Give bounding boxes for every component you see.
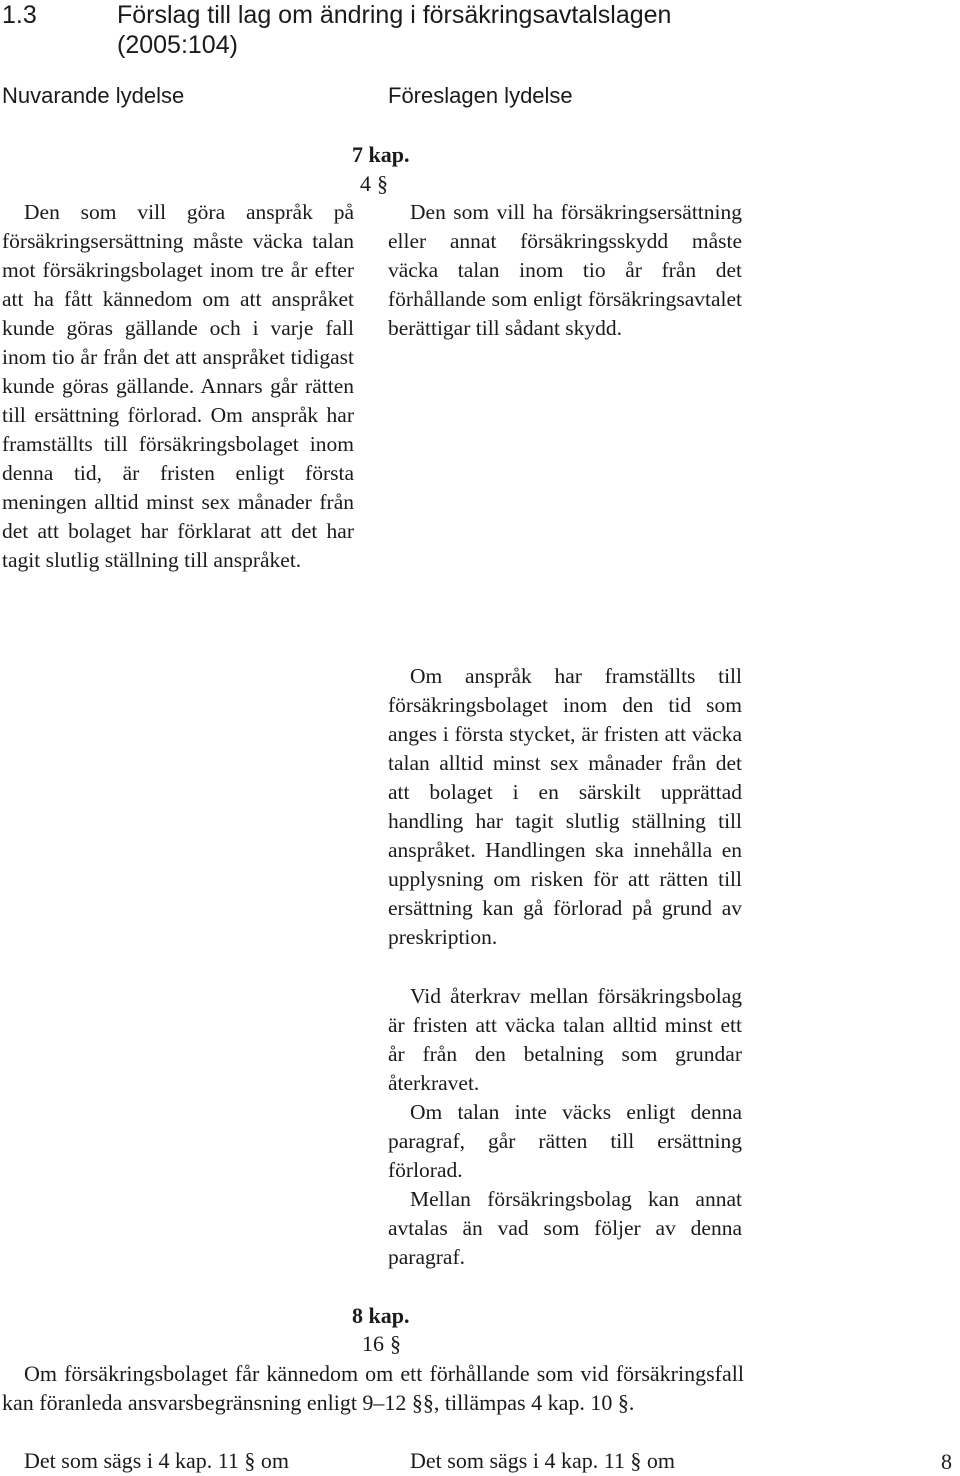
chapter-8-paragraph: Om försäkringsbolaget får kännedom om ett förhållande som vid försäkringsfall kan föranleda ansvarsbegränsning enligt 9–12 §§, tillämpas 4 kap. 10 §.: [2, 1361, 744, 1415]
proposed-paragraph-4: Om talan inte väcks enligt denna paragraf, går rätten till ersättning förlorad.: [388, 1100, 742, 1182]
section-title: Förslag till lag om ändring i försäkringsavtalslagen (2005:104): [117, 1, 672, 59]
chapter-8-label: 8 kap.: [352, 1303, 410, 1328]
section-4-number: 4: [360, 171, 371, 196]
proposed-paragraph-5: Mellan försäkringsbolag kan annat avtalas än vad som följer av denna paragraf.: [388, 1187, 742, 1269]
column-header-proposed: Föreslagen lydelse: [388, 83, 573, 108]
page-number: 8: [941, 1449, 952, 1474]
chapter-7-label: 7 kap.: [352, 142, 410, 167]
section-4-label: [360, 170, 388, 198]
proposed-paragraph-2: Om anspråk har framställts till försäkringsbolaget inom den tid som anges i första stycket, är fristen att väcka talan alltid minst sex månader från det att bolaget i en särskilt upprättad handling har tagit slutlig ställning till anspråket. Handlingen ska innehålla en upplysning om risken för att rätten till ersättning kan gå förlorad på grund av preskription.: [388, 664, 742, 949]
section-symbol: §: [377, 171, 388, 196]
section-16-number: 16: [362, 1331, 384, 1356]
section-number: 1.3: [2, 1, 37, 29]
proposed-paragraph-3: Vid återkrav mellan försäkringsbolag är fristen att väcka talan alltid minst ett år från den betalning som grundar återkravet.: [388, 984, 742, 1095]
proposed-paragraph-1: Den som vill ha försäkringsersättning eller annat försäkringsskydd måste väcka talan inom tio år från det förhållande som enligt försäkringsavtalet berättigar till sådant skydd.: [388, 200, 742, 340]
continuation-right: Det som sägs i 4 kap. 11 § om: [410, 1448, 675, 1473]
continuation-left: Det som sägs i 4 kap. 11 § om: [24, 1448, 289, 1473]
current-paragraph: Den som vill göra anspråk på försäkringsersättning måste väcka talan mot försäkringsbolaget inom tre år efter att ha fått kännedom om att anspråket kunde göras gällande och i varje fall inom tio år från det att anspråket tidigast kunde göras gällande. Annars går rätten till ersättning förlorad. Om anspråk har framställts till försäkringsbolaget inom denna tid, är fristen enligt första meningen alltid minst sex månader från det att bolaget har förklarat att det har tagit slutlig ställning till anspråket.: [2, 200, 354, 572]
column-header-current: Nuvarande lydelse: [2, 83, 185, 108]
section-symbol: §: [390, 1331, 401, 1356]
section-16-label: [362, 1330, 401, 1358]
